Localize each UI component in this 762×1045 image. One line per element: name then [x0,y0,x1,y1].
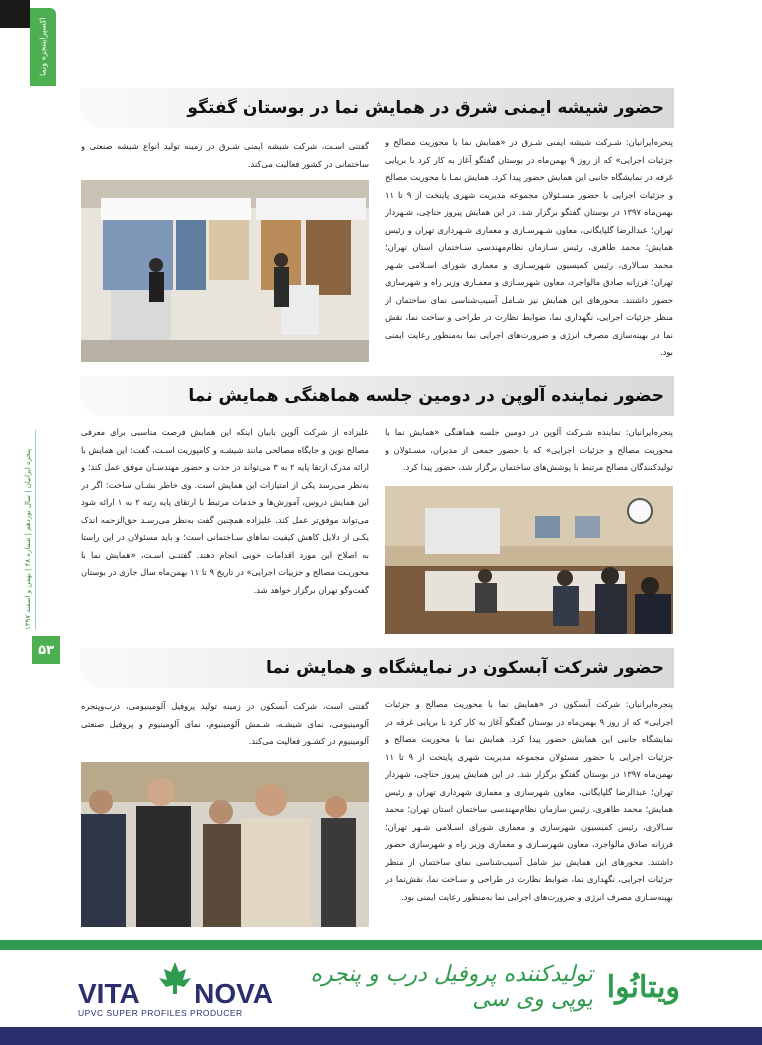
brand-fa: ویتانُوا [606,969,680,1005]
vitanova-logo [78,960,273,1020]
article-1-header [80,88,674,128]
article-1-photo-booth [81,180,369,362]
article-2-title: حضور نماینده آلوپن در دومین جلسه هماهنگی همایش نما [188,386,664,406]
footer-navy-band [0,1027,762,1045]
persian-brand [290,962,680,1012]
brand-tagline: UPVC SUPER PROFILES PRODUCER [78,1008,243,1018]
footer-green-band [0,940,762,950]
brand-en-vita: VITA [78,978,140,1009]
article-1-right-column: پنجره‌ایرانیان: شـرکت شیشه ایمنی شـرق در «همایش نما با محوریت مصالح و جزئیات اجرایی» که از روز ۹ بهمن‌ماه در بوستان گفتگو آغاز به کار کرد با برپایی غرفه در نمایشگاه جانبی این همایش حضور پیدا کرد. همایش نمـا با محوریت مصالح و جزئیات اجرایی با حضور مسـئولان مجموعه مدیریت شهری پایتخت از ۹ تا ۱۱ بهمن‌ماه ۱۳۹۷ در بوستان گفتگو برگزار شد. در این همایش پیروز حناچی، شـهردار تهران؛ عبدالرضا گلپایگانی، معاون شـهرسـازی و معماری شـهرداری تهران و رئیس همایش؛ محمد طاهری، رئیس سـازمان نظام‌مهندسی سـاختمان استان تهران؛ محمد سـالاری، رئیس کمیسیون شهرسـازی و معماری شورای اسـلامی شـهر تهران؛ فرزانه صادق مالواجرد، معاون شهرسـازی و معمـاری وزیر راه و شهرسازی حضور داشتند. محورهای این همایش نیز شـامل آسیب‌شناسی نمای ساختمان از منظر جزئیات اجرایی، نگهداری نما، ضوابط نظارت در طراحی و ساخت نما، نقش نما در بهینه‌سازی مصرف انرژی و ضرورت‌های اجرایی نما به‌منظور رعایت ایمنی بود. [385,137,673,357]
article-3-left-column: گفتنی است، شرکت آبسکون در زمینه تولید پروفیل آلومینیومی، درب‌وپنجره آلومینیومی، نمای شیشـه، شـمش آلومینیوم، نمای آلومینیوم و پروفیل صنعتی آلومینیوم در کشـور فعالیت می‌کند. [81,701,369,746]
issue-caption: پنجره ایرانیان | سال نوزدهم | شماره ۴۸ | بهمن و اسفند ۱۳۹۷ [24,448,32,630]
top-black-bar [0,0,30,28]
article-2-photo-meeting [385,486,673,634]
article-1-title: حضور شیشه ایمنی شرق در همایش نما در بوستان گفتگو [187,98,664,118]
article-3-title: حضور شرکت آبسکون در نمایشگاه و همایش نما [266,658,664,678]
side-divider [35,430,36,630]
article-2-left-column: علیزاده از شرکت آلوپن بابیان اینکه این همایش فرصت مناسبی برای معرفی مصالح نوین و جایگاه مصالحی مانند شیشـه و کامپوزیت اسـت، گفت: این همایش با ارائه مدرک ارتقا پایه ۲ به ۳ می‌تواند در جذب و حضور مهندسـان موفق عمل کند؛ و به‌نظر می‌رسد یکی از امتیازات این همایش است. وی خاطر نشـان ساخت: اگر در این همایش دروس، آموزش‌ها و خدمات مرتبط با ارتقای پایه رتبه ۲ به ۱ ارائه شود می‌تواند موفق‌تر عمل کند. علیزاده همچنین گفت به‌نظر می‌رسـد حق‌الزحمه اندک یکـی از دلایل کاهش کیفیت نماهای سـاختمانی است؛ و باید مسئولان در این راستا به اصلاح این مورد اقدامات خوبی انجام دهند. گفتنـی اسـت، «همایش نما با محوریـت مصالح و جزییات اجرایی» در تاریخ ۹ تا ۱۱ بهمن‌ماه سال جاری در بوستان گفت‌وگو تهران برگزار خواهد شد. [81,427,369,595]
article-3-right-column: پنجره‌ایرانیان: شرکت آبسکون در «همایش نما با محوریت مصالح و جزئیات اجرایی» که از روز ۹ بهمن‌ماه در بوستان گفتگو آغاز به کار کرد با برپایی غرفه در نمایشگاه جانبی این همایش حضور پیدا کرد. همایش نما با محوریت مصالح و جزئیات اجرایی با حضور مسئولان مجموعه مدیریت شهری پایتخت از ۹ تا ۱۱ بهمن‌ماه ۱۳۹۷ در بوستان گفتگو برگزار شد. در این همایش پیروز حناچی، شهردار تهران؛ عبدالرضا گلپایگانی، معاون شهرسازی و معماری شهرداری تهران و رئیس همایش؛ محمد طاهری، رئیس سازمان نظام‌مهندسی ساختمان استان تهران؛ محمد سـالاری، رئیس کمیسیون شهرسازی و معماری شورای اسـلامی شـهر تهران؛ فرزانه صادق مالواجرد، معاون شهرسـازی و معماری وزیر راه و شهرسازی حضور داشتند. محورهای این همایش نیز شامل آسیب‌شناسی نمای ساختمان از منظر جزئیات اجرایی، نگهداری نما، ضوابط نظارت در طراحی و سـاخت نما، نقش‌نما در بهینه‌سـازی مصرف انرژی و ضرورت‌های اجرایی نما به‌منظور رعایت ایمنی بود. [385,699,673,902]
article-3-header [80,648,674,688]
brand-en-nova: NOVA [194,978,273,1009]
article-1-left-column: گفتنی اسـت، شرکت شیشه ایمنی شـرق در زمینه تولید انواع شیشه صنعتی و ساختمانی در کشور فعالیت می‌کند. [81,141,369,169]
page-number: ۵۳ [32,636,60,664]
article-2-header [80,376,674,416]
article-3-photo-visit [81,762,369,927]
article-2-right-column: پنجره‌ایرانیان: نماینده شـرکت آلوپن در دومین جلسه هماهنگی «همایش نما با محوریت مصالح و جزئیات اجرایی» که با حضور جمعی از مدیران، مسـئولان و تولیدکنندگان مصالح مرتبط با پوشش‌های ساختمان برگزار شد، حضور پیدا کرد. [385,427,673,472]
section-tab: اکسپرایتنجره ونما [30,8,56,86]
slogan-fa: تولیدکننده پروفیل درب و پنجره یوپی وی سی [310,962,593,1012]
